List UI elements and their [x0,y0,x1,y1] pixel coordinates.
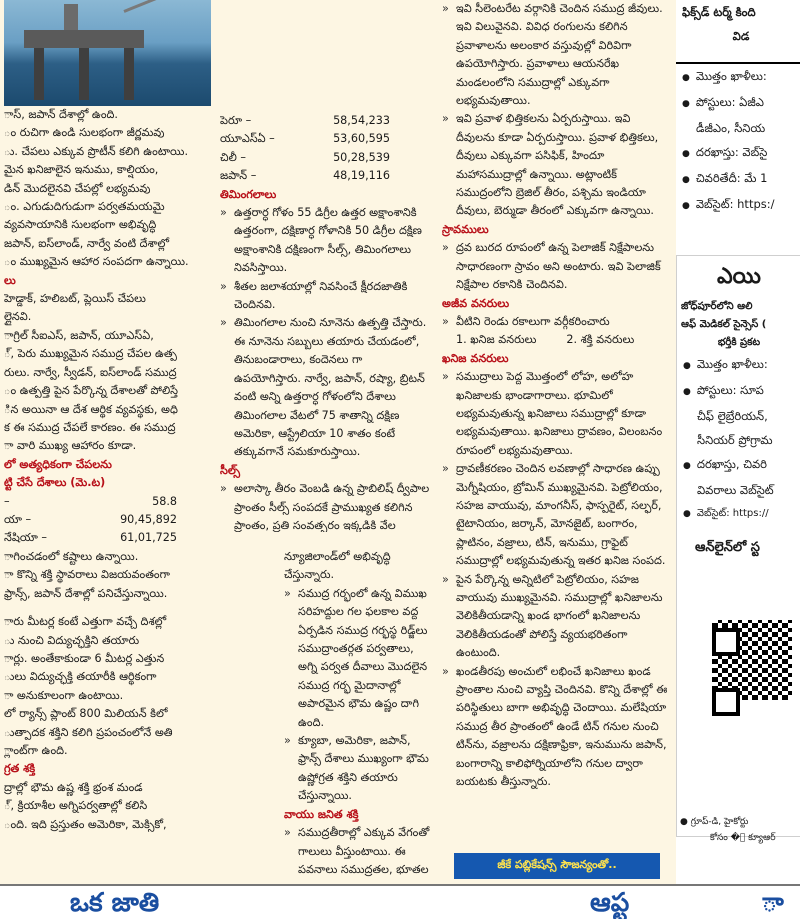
country-name: చిలీ – [220,150,246,164]
country-name: జపాన్ – [220,169,257,183]
qr-finder-icon [712,628,740,656]
para-line: ద్రాల్లో భౌమ ఉష్ణ శక్తి భ్రంశ మండ [4,780,143,794]
para-line: ం. ఎగుడుదిగుడుగా పర్వతమయమై [4,200,165,214]
job-detail: ● మొత్తం ఖాళీలు: [677,352,800,378]
rig-tower-shape [64,4,78,32]
job-detail: చీఫ్ లైబ్రేరియన్, [697,409,768,423]
section-heading: స్రావములు [442,222,489,236]
para-line: ఫ్రాన్స్, జపాన్ దేశాల్లో పనిచేస్తున్నాయి. [4,586,168,600]
job-detail: సీనియర్ ప్రోగ్రామ [697,433,773,447]
para-line: ు. చేపలు ఎక్కువ ప్రొటీన్ కలిగి ఉంటాయి. [4,144,189,158]
bullet-item: » ద్రావణీకరణం చెందిన లవణాల్లో సాధారణ ఉప్పు మెగ్నీషియం, బ్రోమిన్ ముఖ్యమైనవి. పెట్రోలియం, సహజ వాయువు, మాంగనీస్, ఫాస్పరైట్, సల్ఫర్, టైటానియం, జర్కాన్, మోనజైట్, బంగారం, ప్లాటినం, వజ్రాలు, టిన్, ఇనుము, గ్రాఫైట్ సముద్రాల్లో లభ్యమవుతున్న ఇతర ఖనిజ సంపద. [442,460,672,570]
table-row [4,511,211,529]
para-line: లో ర్యాన్స్ ప్లాంట్ 800 మిలియన్ కిలో [4,707,168,721]
para-line: న్యూజిలాండ్‌లో అభివృద్ధి చేస్తున్నారు. [284,550,391,582]
resource-type: 1. ఖనిజ వనరులు [456,333,537,347]
box-subtitle: ఆఫ్ మెడికల్ సైన్సెస్ ( [681,319,767,330]
aiims-box [676,255,800,837]
next-article-strip [0,884,800,919]
publication-credit: జీకే పబ్లికేషన్స్ సౌజన్యంతో.. [454,853,660,879]
column-2 [220,0,430,532]
para-line: హెడ్డాక్, హలిబట్, ప్లెయిస్ చేపలు [4,292,146,306]
para-line: ార్లు. అంతేకాకుండా 6 మీటర్ల ఎత్తున [4,652,165,666]
section-heading: తిమింగలాలు [220,187,277,201]
job-detail: ● వెబ్‌సైట్: https:/ [676,192,775,218]
catch-value: 58,54,233 [333,114,390,127]
table-row [220,112,430,130]
rig-leg-shape [79,48,89,100]
column-3 [442,0,672,850]
table-row [4,529,211,547]
jobs-sidebar [676,0,800,884]
section-heading: వాయు జనిత శక్తి [284,807,359,821]
para-line: ాస్, జపాన్ దేశాల్లో ఉంది. [4,108,118,121]
job-detail: డీజీఎం, సీనియ [696,121,766,135]
bullet-item: » ఉత్తరార్ధ గోళం 55 డిగ్రీల ఉత్తర అక్షాంశానికి ఉత్తరంగా, దక్షిణార్ధ గోళానికి 50 డిగ్రీల దక్షిణ అక్షాంశానికి దక్షిణంగా సీల్స్, తిమింగలాలు నివసిస్తాయి. [220,204,430,278]
country-name: నేషియా – [4,531,47,545]
qr-caption-line: ● గ్రూప్-డి, హైకోర్టు [680,817,749,827]
section-heading: గ్రత శక్తి [4,762,36,776]
job-detail: ● పోస్టులు: సూప [677,378,800,404]
bullet-item: » సముద్రతీరాల్లో ఎక్కువ వేగంతో గాలులు వీస్తుంటాయి. ఈ పవనాలు సముద్రతల, భూతల [284,824,434,878]
section-heading: సీల్స్ [220,463,241,477]
box-subtitle: భర్తీకి ప్రకట [717,337,761,348]
job-detail: ● చివరితేదీ: మే 1 [676,166,775,192]
section-heading: అజీవ వనరులు [442,296,510,310]
para-line: ం ఉత్పత్తి పైన పేర్కొన్న దేశాలతో పోలిస్తే [4,384,178,398]
para-line: ం ముఖ్యమైన ఆహార సంపదగా ఉన్నాయి. [4,255,189,269]
para-line: మైన ఖనిజాలైన ఇనుము, కాల్షియం, [4,163,159,177]
table-row [220,149,430,167]
bullet-item: » శీతల జలాశయాల్లో నివసించే క్షీరదజాతికి చెందినవి. [220,278,430,315]
bullet-item: » సముద్రాలు పెద్ద మొత్తంలో లోహ, అలోహ ఖనిజాలకు భాండాగారాలు. భూమిలో లభ్యమవుతున్న ఖనిజాలు సముద్రాల్లో కూడా లభ్యమవుతాయి. ఖనిజాలు ద్రావణం, విలంబనం రూపంలో లభ్యమవుతాయి. [442,368,672,460]
para-line: ా అనుకూలంగా ఉంటాయి. [4,688,124,702]
job-detail: ● పోస్టులు: ఏజీఎ [676,90,775,116]
job-detail: ● దరఖాస్తు, చివరి [677,452,800,478]
rig-deck-shape [24,30,144,48]
para-line: ్లాంట్‌గా ఉంది. [4,744,68,758]
job-detail: ● వెబ్‌సైట్: https:// [677,502,800,526]
para-line: వ్యవసాయానికి సులభంగా అభివృద్ధి [4,218,157,232]
para-line: ం రుచిగా ఉండి సులభంగా జీర్ణమవు [4,126,165,140]
job-detail: ● మొత్తం ఖాళీలు: [676,64,775,90]
para-line [4,603,269,613]
sidebar-header-line: ఫిక్స్‌డ్ టర్మ్ కింది [682,5,756,19]
bullet-item: » క్యూబా, అమెరికా, జపాన్, ఫ్రాన్స్ దేశాలు ముఖ్యంగా భౌమ ఉష్ణోగ్రత శక్తిని తయారు చేస్తున్నాయి. [284,732,434,806]
column-2-lower [284,548,434,878]
para-line: ాగించడంలో కష్టాలు ఉన్నాయి. [4,550,139,563]
qr-caption [680,814,776,846]
job-details-list [676,64,775,218]
para-line: ాగ్రిల్ సీఐఎస్, జపాన్, యూఎస్ఏ, [4,328,154,342]
table-row [220,130,430,148]
para-line: క ఈ సముద్ర చేపలే కారణం. ఈ సముద్ర [4,420,176,434]
sidebar-header [676,0,800,64]
table-title: లో అత్యధికంగా చేపలను [4,457,112,471]
country-name: యా – [4,512,32,526]
job-detail: ● దరఖాస్తు: వెబ్‌సై [676,140,775,166]
table-row [4,493,211,511]
column-1-lower [4,548,269,878]
para-line: ా వారి ముఖ్య ఆహారం కూడా. [4,439,137,453]
para-line: ుత్పాదక శక్తిని కలిగి ప్రపంచంలోనే అతి [4,725,173,739]
para-line: ారు మీటర్ల కంటే ఎత్తుగా వచ్చే దిశల్లో [4,615,167,629]
next-headline-fragment: ా [762,888,784,918]
sidebar-header-line: విడ [732,29,750,43]
table-row [220,167,430,185]
catch-value: 58.8 [152,494,177,508]
country-name: – [4,494,10,508]
para-line: ంది. ఇది ప్రస్తుతం అమెరికా, మెక్సికో, [4,817,167,831]
para-line: ల్లైనవి. [4,310,32,324]
box-subtitle: జోధ్‌పూర్‌లోని ఆలి [681,301,753,312]
para-line: రులు. నార్వే, స్వీడన్, ఐస్‌లాండ్ సముద్ర [4,365,177,379]
country-name: యూఎస్ఏ – [220,132,275,146]
bullet-item: » ఇవి సీలెంటరేట వర్గానికి చెందిన సముద్ర జీవులు. ఇవి విలువైనవి. వివిధ రంగులను కలిగిన ప్రవాళాలను అలంకార వస్తువుల్లో విరివిగా ఉపయోగిస్తారు. ప్రవాళాలు ఆయనరేఖ మండలంలోని సముద్రాల్లో ఎక్కువగా లభ్యమవుతాయి. [442,0,672,110]
para-line: జపాన్, ఐస్‌లాండ్, నార్వే వంటి దేశాల్లో [4,236,169,250]
bullet-item: » సముద్ర గర్భంలో ఉన్న విముఖ సరిహద్దుల గల ఫలకాల వద్ద ఏర్పడిన సముద్ర గర్భస్థ రిడ్జ్‌లు సముద్రాంతర్గత పర్వతాలు, అగ్ని పర్వత దీవాలు మొదలైన సముద్ర గర్భ మైదానాల్లో అపారమైన భౌమ ఉష్ణం దాగి ఉంది. [284,585,434,732]
section-heading: లు [4,273,16,287]
para-line: డిన్ మొదలైనవి చేపల్లో లభ్యమవు [4,181,151,195]
table-title: ట్టి చేసే దేశాలు (మె.ట) [4,476,106,490]
resource-type: 2. శక్తి వనరులు [566,333,635,347]
para-line: ు నుంచి విద్యుచ్ఛక్తిని తయారు [4,633,140,647]
column-1 [4,0,211,548]
section-heading: ఖనిజ వనరులు [442,351,509,365]
rig-leg-shape [124,48,134,100]
para-line: ా కొన్ని శక్తి స్థావరాలు విజయవంతంగా [4,568,170,582]
next-headline-fragment: ఒక జాతి [70,888,160,918]
qr-finder-icon [712,688,740,716]
bullet-item: » అలాస్కా తీరం వెంబడి ఉన్న ప్రాబిలిష్ ద్వీపాల ప్రాంతం సీల్స్ సంపదకే ప్రాముఖ్యత కలిగిన ప్రాంతం, ప్రతి సంవత్సరం ఇక్కడికి వేల [220,480,430,532]
job-detail: వివరాలు వెబ్‌సైట్ [697,483,774,497]
para-line: ులు విద్యుచ్ఛక్తి తయారీకి ఆర్థికంగా [4,670,157,684]
bullet-item: » వీటిని రెండు రకాలుగా వర్గీకరించారు [442,313,672,331]
catch-value: 61,01,725 [120,531,177,545]
rig-crane-shape [123,0,198,13]
para-line: ్, క్రియాశీల అగ్నిపర్వతాల్లో కలిసి [4,799,148,813]
oil-rig-photo [4,0,211,106]
catch-value: 53,60,595 [333,132,390,146]
resource-types [442,331,672,349]
rig-leg-shape [34,48,44,100]
box-title: ఎయి [717,264,761,289]
qr-caption-line: కోసం �ై క్యూఆర్ [710,833,776,843]
bullet-item: » పైన పేర్కొన్న అన్నిటిలో పెట్రోలియం, సహజ వాయువు ముఖ్యమైనవి. సముద్రాల్లో ఖనిజాలను వెలికితీయడాన్ని ఖండ భాగంలో ఖనిజాలను వెలికితీయడంతో పోలిస్తే వ్యయభరితంగా ఉంటుంది. [442,571,672,663]
next-headline-fragment: ఆప్ట [590,888,630,918]
catch-value: 50,28,539 [333,150,390,164]
catch-value: 48,19,116 [333,169,390,183]
catch-value: 90,45,892 [120,512,177,526]
bullet-item: » ద్రవ బురద రూపంలో ఉన్న పెలాజిక్ నిక్షేపాలను సాధారణంగా స్రావం అని అంటారు. ఇవి పెలాజిక్ నిక్షేపాల రకానికి చెందినవి. [442,239,672,294]
online-heading: ఆన్‌లైన్‌లో స్ట [695,540,760,555]
country-name: పెరూ – [220,114,252,127]
bullet-item: » తిమింగలాల నుంచి నూనెను ఉత్పత్తి చేస్తారు. ఈ నూనెను సబ్బులు తయారు చేయడంలో, తినుబండారాలు, కందెనలు గా ఉపయోగిస్తారు. నార్వే, జపాన్, రష్యా, బ్రిటన్ వంటి అన్ని ఉత్తరార్ధ గోళంలోని దేశాలు తిమింగలాల వేటలో 75 శాతాన్ని దక్షిణ అమెరికా, ఆస్ట్రేలియా 10 శాతం కంటే తక్కువగానే సమకూరుస్తాయి. [220,314,430,461]
para-line: ్, పెరు ముఖ్యమైన సముద్ర చేపల ఉత్ప [4,347,177,361]
bullet-item: » ఇవి ప్రవాళ భిత్తికలను ఏర్పరుస్తాయి. ఇవి దీవులను కూడా ఏర్పరుస్తాయి. ప్రవాళ భిత్తికలు, దీవులు ఎక్కువగా పసిఫిక్, హిందూ మహాసముద్రాల్లో ఉన్నాయి. అట్లాంటిక్ సముద్రంలోని బ్రెజిల్ తీరం, పశ్చిమ ఇండియా దీవులు, బెర్ముడా తీరంలో ఎక్కువగా ఉన్నాయి. [442,110,672,220]
bullet-item: » ఖండతీరపు అంచులో లభించే ఖనిజాలు ఖండ ప్రాంతాల నుంచి వ్యాప్తి చెందినవి. కొన్ని దేశాల్లో ఈ పరిస్థితులు బాగా అభివృద్ధి చెందాయి. మలేషియా సముద్ర తీర ప్రాంతంలో ఉండే టిన్ గనుల నుంచి టిన్‌ను, వజ్రాలను దక్షిణాఫ్రికా, ఇనుమును జపాన్, బంగారాన్ని కాలిఫోర్నియాలోని గనుల ద్వారా బయటకు తీస్తున్నారు. [442,663,672,792]
para-line: ిన అయినా ఆ దేశ ఆర్థిక వ్యవస్థకు, అధి [4,402,178,416]
